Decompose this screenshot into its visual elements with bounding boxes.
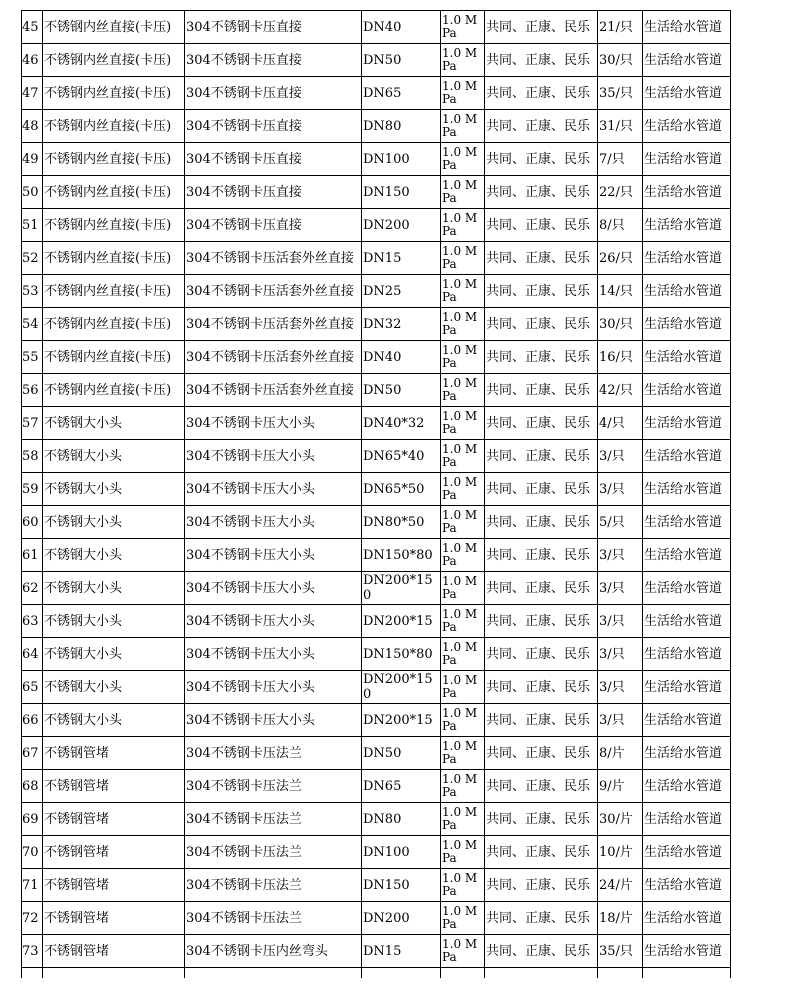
table-row	[22, 869, 731, 902]
spec-cell: 304不锈钢卡压法兰	[185, 803, 362, 836]
brand-cell: 共同、正康、民乐	[485, 803, 598, 836]
spec-cell: 304不锈钢卡压大小头	[185, 572, 362, 605]
row-number: 47	[22, 77, 43, 110]
brand-cell: 共同、正康、民乐	[485, 869, 598, 902]
usage-cell: 生活给水管道	[643, 473, 731, 506]
item-name-cell: 不锈钢内丝直接(卡压)	[43, 341, 185, 374]
row-number: 52	[22, 242, 43, 275]
table-row	[22, 143, 731, 176]
quantity-cell: 30/只	[598, 308, 643, 341]
brand-cell: 共同、正康、民乐	[485, 242, 598, 275]
spec-cell: 304不锈钢卡压大小头	[185, 671, 362, 704]
spec-cell: 304不锈钢卡压直接	[185, 44, 362, 77]
quantity-cell: 42/只	[598, 374, 643, 407]
item-name-cell: 不锈钢管堵	[43, 935, 185, 968]
brand-cell: 共同、正康、民乐	[485, 44, 598, 77]
spec-cell: 304不锈钢卡压活套外丝直接	[185, 308, 362, 341]
size-cell: DN150*80	[362, 638, 441, 671]
usage-cell: 生活给水管道	[643, 143, 731, 176]
item-name-cell: 不锈钢内丝直接(卡压)	[43, 308, 185, 341]
spec-cell: 304不锈钢卡压法兰	[185, 737, 362, 770]
quantity-cell: 22/只	[598, 176, 643, 209]
usage-cell: 生活给水管道	[643, 737, 731, 770]
empty-cell	[598, 968, 643, 979]
item-name-cell: 不锈钢大小头	[43, 572, 185, 605]
spec-cell: 304不锈钢卡压大小头	[185, 638, 362, 671]
item-name-cell: 不锈钢管堵	[43, 902, 185, 935]
pressure-cell: 1.0 MPa	[441, 77, 485, 110]
brand-cell: 共同、正康、民乐	[485, 209, 598, 242]
item-name-cell: 不锈钢内丝直接(卡压)	[43, 110, 185, 143]
table-row	[22, 803, 731, 836]
quantity-cell: 8/片	[598, 737, 643, 770]
quantity-cell: 24/片	[598, 869, 643, 902]
item-name-cell: 不锈钢管堵	[43, 770, 185, 803]
item-name-cell: 不锈钢大小头	[43, 704, 185, 737]
quantity-cell: 4/只	[598, 407, 643, 440]
row-number: 46	[22, 44, 43, 77]
spec-cell: 304不锈钢卡压直接	[185, 11, 362, 44]
size-cell: DN65*50	[362, 473, 441, 506]
pressure-cell: 1.0 MPa	[441, 440, 485, 473]
pressure-cell: 1.0 MPa	[441, 143, 485, 176]
usage-cell: 生活给水管道	[643, 308, 731, 341]
size-cell: DN100	[362, 143, 441, 176]
quantity-cell: 18/片	[598, 902, 643, 935]
row-number: 69	[22, 803, 43, 836]
pressure-cell: 1.0 MPa	[441, 935, 485, 968]
table-row	[22, 473, 731, 506]
item-name-cell: 不锈钢内丝直接(卡压)	[43, 209, 185, 242]
empty-cell	[43, 968, 185, 979]
item-name-cell: 不锈钢内丝直接(卡压)	[43, 275, 185, 308]
spec-cell: 304不锈钢卡压内丝弯头	[185, 935, 362, 968]
quantity-cell: 3/只	[598, 671, 643, 704]
size-cell: DN80*50	[362, 506, 441, 539]
quantity-cell: 14/只	[598, 275, 643, 308]
pressure-cell: 1.0 MPa	[441, 539, 485, 572]
quantity-cell: 26/只	[598, 242, 643, 275]
row-number: 68	[22, 770, 43, 803]
table-row	[22, 176, 731, 209]
quantity-cell: 9/片	[598, 770, 643, 803]
empty-cell	[485, 968, 598, 979]
row-number: 55	[22, 341, 43, 374]
materials-table	[21, 10, 731, 978]
size-cell: DN150	[362, 869, 441, 902]
usage-cell: 生活给水管道	[643, 110, 731, 143]
usage-cell: 生活给水管道	[643, 935, 731, 968]
brand-cell: 共同、正康、民乐	[485, 902, 598, 935]
table-row	[22, 374, 731, 407]
quantity-cell: 3/只	[598, 440, 643, 473]
row-number: 72	[22, 902, 43, 935]
usage-cell: 生活给水管道	[643, 539, 731, 572]
empty-cell	[441, 968, 485, 979]
size-cell: DN200*15	[362, 605, 441, 638]
pressure-cell: 1.0 MPa	[441, 836, 485, 869]
empty-cell	[22, 968, 43, 979]
brand-cell: 共同、正康、民乐	[485, 275, 598, 308]
size-cell: DN200*15	[362, 704, 441, 737]
size-cell: DN100	[362, 836, 441, 869]
row-number: 58	[22, 440, 43, 473]
brand-cell: 共同、正康、民乐	[485, 737, 598, 770]
brand-cell: 共同、正康、民乐	[485, 473, 598, 506]
table-row	[22, 671, 731, 704]
size-cell: DN65	[362, 77, 441, 110]
row-number: 59	[22, 473, 43, 506]
pressure-cell: 1.0 MPa	[441, 242, 485, 275]
quantity-cell: 31/只	[598, 110, 643, 143]
pressure-cell: 1.0 MPa	[441, 110, 485, 143]
spec-cell: 304不锈钢卡压直接	[185, 143, 362, 176]
spec-cell: 304不锈钢卡压直接	[185, 110, 362, 143]
size-cell: DN40*32	[362, 407, 441, 440]
table-body	[22, 11, 731, 979]
table-row	[22, 440, 731, 473]
table-row-continuation	[22, 968, 731, 979]
usage-cell: 生活给水管道	[643, 770, 731, 803]
row-number: 48	[22, 110, 43, 143]
item-name-cell: 不锈钢大小头	[43, 638, 185, 671]
brand-cell: 共同、正康、民乐	[485, 539, 598, 572]
empty-cell	[185, 968, 362, 979]
pressure-cell: 1.0 MPa	[441, 704, 485, 737]
spec-cell: 304不锈钢卡压法兰	[185, 770, 362, 803]
usage-cell: 生活给水管道	[643, 803, 731, 836]
usage-cell: 生活给水管道	[643, 440, 731, 473]
row-number: 67	[22, 737, 43, 770]
row-number: 70	[22, 836, 43, 869]
item-name-cell: 不锈钢管堵	[43, 737, 185, 770]
size-cell: DN200	[362, 209, 441, 242]
table-row	[22, 638, 731, 671]
pressure-cell: 1.0 MPa	[441, 11, 485, 44]
brand-cell: 共同、正康、民乐	[485, 638, 598, 671]
quantity-cell: 3/只	[598, 638, 643, 671]
usage-cell: 生活给水管道	[643, 638, 731, 671]
pressure-cell: 1.0 MPa	[441, 737, 485, 770]
usage-cell: 生活给水管道	[643, 44, 731, 77]
quantity-cell: 8/只	[598, 209, 643, 242]
size-cell: DN200*150	[362, 671, 441, 704]
brand-cell: 共同、正康、民乐	[485, 572, 598, 605]
quantity-cell: 3/只	[598, 539, 643, 572]
size-cell: DN65	[362, 770, 441, 803]
size-cell: DN40	[362, 11, 441, 44]
spec-cell: 304不锈钢卡压大小头	[185, 407, 362, 440]
pressure-cell: 1.0 MPa	[441, 869, 485, 902]
table-row	[22, 407, 731, 440]
pressure-cell: 1.0 MPa	[441, 506, 485, 539]
quantity-cell: 35/只	[598, 935, 643, 968]
pressure-cell: 1.0 MPa	[441, 275, 485, 308]
brand-cell: 共同、正康、民乐	[485, 143, 598, 176]
table-row	[22, 935, 731, 968]
row-number: 64	[22, 638, 43, 671]
pressure-cell: 1.0 MPa	[441, 770, 485, 803]
table-row	[22, 572, 731, 605]
size-cell: DN50	[362, 374, 441, 407]
quantity-cell: 35/只	[598, 77, 643, 110]
usage-cell: 生活给水管道	[643, 506, 731, 539]
pressure-cell: 1.0 MPa	[441, 407, 485, 440]
size-cell: DN80	[362, 110, 441, 143]
size-cell: DN32	[362, 308, 441, 341]
spec-cell: 304不锈钢卡压法兰	[185, 869, 362, 902]
row-number: 53	[22, 275, 43, 308]
quantity-cell: 21/只	[598, 11, 643, 44]
size-cell: DN15	[362, 242, 441, 275]
row-number: 61	[22, 539, 43, 572]
size-cell: DN50	[362, 44, 441, 77]
brand-cell: 共同、正康、民乐	[485, 308, 598, 341]
item-name-cell: 不锈钢内丝直接(卡压)	[43, 11, 185, 44]
brand-cell: 共同、正康、民乐	[485, 770, 598, 803]
size-cell: DN65*40	[362, 440, 441, 473]
table-row	[22, 110, 731, 143]
spec-cell: 304不锈钢卡压活套外丝直接	[185, 341, 362, 374]
size-cell: DN25	[362, 275, 441, 308]
table-row	[22, 770, 731, 803]
spec-cell: 304不锈钢卡压大小头	[185, 506, 362, 539]
spec-cell: 304不锈钢卡压法兰	[185, 836, 362, 869]
quantity-cell: 30/片	[598, 803, 643, 836]
brand-cell: 共同、正康、民乐	[485, 341, 598, 374]
brand-cell: 共同、正康、民乐	[485, 11, 598, 44]
quantity-cell: 3/只	[598, 473, 643, 506]
table-row	[22, 242, 731, 275]
table-row	[22, 308, 731, 341]
table-row	[22, 77, 731, 110]
pressure-cell: 1.0 MPa	[441, 341, 485, 374]
item-name-cell: 不锈钢管堵	[43, 803, 185, 836]
spec-cell: 304不锈钢卡压活套外丝直接	[185, 374, 362, 407]
empty-cell	[643, 968, 731, 979]
size-cell: DN50	[362, 737, 441, 770]
empty-cell	[362, 968, 441, 979]
row-number: 45	[22, 11, 43, 44]
item-name-cell: 不锈钢大小头	[43, 440, 185, 473]
usage-cell: 生活给水管道	[643, 77, 731, 110]
row-number: 57	[22, 407, 43, 440]
row-number: 63	[22, 605, 43, 638]
table-row	[22, 605, 731, 638]
table-row	[22, 209, 731, 242]
item-name-cell: 不锈钢大小头	[43, 506, 185, 539]
usage-cell: 生活给水管道	[643, 176, 731, 209]
usage-cell: 生活给水管道	[643, 341, 731, 374]
table-row	[22, 737, 731, 770]
item-name-cell: 不锈钢内丝直接(卡压)	[43, 176, 185, 209]
item-name-cell: 不锈钢内丝直接(卡压)	[43, 77, 185, 110]
pressure-cell: 1.0 MPa	[441, 44, 485, 77]
brand-cell: 共同、正康、民乐	[485, 374, 598, 407]
row-number: 65	[22, 671, 43, 704]
size-cell: DN200*150	[362, 572, 441, 605]
brand-cell: 共同、正康、民乐	[485, 176, 598, 209]
item-name-cell: 不锈钢内丝直接(卡压)	[43, 374, 185, 407]
usage-cell: 生活给水管道	[643, 869, 731, 902]
quantity-cell: 3/只	[598, 704, 643, 737]
brand-cell: 共同、正康、民乐	[485, 935, 598, 968]
quantity-cell: 5/只	[598, 506, 643, 539]
pressure-cell: 1.0 MPa	[441, 803, 485, 836]
usage-cell: 生活给水管道	[643, 836, 731, 869]
usage-cell: 生活给水管道	[643, 407, 731, 440]
item-name-cell: 不锈钢内丝直接(卡压)	[43, 242, 185, 275]
row-number: 73	[22, 935, 43, 968]
usage-cell: 生活给水管道	[643, 572, 731, 605]
brand-cell: 共同、正康、民乐	[485, 110, 598, 143]
row-number: 51	[22, 209, 43, 242]
usage-cell: 生活给水管道	[643, 11, 731, 44]
spec-cell: 304不锈钢卡压大小头	[185, 605, 362, 638]
size-cell: DN150	[362, 176, 441, 209]
usage-cell: 生活给水管道	[643, 671, 731, 704]
table-row	[22, 506, 731, 539]
spec-cell: 304不锈钢卡压活套外丝直接	[185, 242, 362, 275]
table-row	[22, 704, 731, 737]
table-row	[22, 539, 731, 572]
brand-cell: 共同、正康、民乐	[485, 407, 598, 440]
brand-cell: 共同、正康、民乐	[485, 605, 598, 638]
spec-cell: 304不锈钢卡压大小头	[185, 473, 362, 506]
item-name-cell: 不锈钢管堵	[43, 836, 185, 869]
pressure-cell: 1.0 MPa	[441, 473, 485, 506]
quantity-cell: 10/片	[598, 836, 643, 869]
table-row	[22, 44, 731, 77]
usage-cell: 生活给水管道	[643, 242, 731, 275]
size-cell: DN150*80	[362, 539, 441, 572]
spec-cell: 304不锈钢卡压大小头	[185, 440, 362, 473]
item-name-cell: 不锈钢大小头	[43, 539, 185, 572]
pressure-cell: 1.0 MPa	[441, 605, 485, 638]
usage-cell: 生活给水管道	[643, 902, 731, 935]
pressure-cell: 1.0 MPa	[441, 572, 485, 605]
size-cell: DN200	[362, 902, 441, 935]
row-number: 60	[22, 506, 43, 539]
pressure-cell: 1.0 MPa	[441, 374, 485, 407]
size-cell: DN80	[362, 803, 441, 836]
pressure-cell: 1.0 MPa	[441, 176, 485, 209]
size-cell: DN15	[362, 935, 441, 968]
row-number: 71	[22, 869, 43, 902]
pressure-cell: 1.0 MPa	[441, 308, 485, 341]
row-number: 50	[22, 176, 43, 209]
spec-cell: 304不锈钢卡压直接	[185, 77, 362, 110]
brand-cell: 共同、正康、民乐	[485, 836, 598, 869]
table-row	[22, 836, 731, 869]
usage-cell: 生活给水管道	[643, 374, 731, 407]
spec-cell: 304不锈钢卡压直接	[185, 209, 362, 242]
table-row	[22, 11, 731, 44]
row-number: 49	[22, 143, 43, 176]
pressure-cell: 1.0 MPa	[441, 638, 485, 671]
usage-cell: 生活给水管道	[643, 275, 731, 308]
pressure-cell: 1.0 MPa	[441, 902, 485, 935]
item-name-cell: 不锈钢管堵	[43, 869, 185, 902]
item-name-cell: 不锈钢大小头	[43, 671, 185, 704]
spec-cell: 304不锈钢卡压法兰	[185, 902, 362, 935]
spec-cell: 304不锈钢卡压大小头	[185, 704, 362, 737]
pressure-cell: 1.0 MPa	[441, 671, 485, 704]
usage-cell: 生活给水管道	[643, 605, 731, 638]
spec-cell: 304不锈钢卡压大小头	[185, 539, 362, 572]
usage-cell: 生活给水管道	[643, 704, 731, 737]
spec-cell: 304不锈钢卡压直接	[185, 176, 362, 209]
brand-cell: 共同、正康、民乐	[485, 77, 598, 110]
table-row	[22, 275, 731, 308]
item-name-cell: 不锈钢内丝直接(卡压)	[43, 44, 185, 77]
item-name-cell: 不锈钢大小头	[43, 473, 185, 506]
brand-cell: 共同、正康、民乐	[485, 671, 598, 704]
table-row	[22, 341, 731, 374]
row-number: 56	[22, 374, 43, 407]
quantity-cell: 7/只	[598, 143, 643, 176]
item-name-cell: 不锈钢大小头	[43, 407, 185, 440]
row-number: 54	[22, 308, 43, 341]
quantity-cell: 30/只	[598, 44, 643, 77]
spec-cell: 304不锈钢卡压活套外丝直接	[185, 275, 362, 308]
row-number: 62	[22, 572, 43, 605]
row-number: 66	[22, 704, 43, 737]
quantity-cell: 16/只	[598, 341, 643, 374]
table-row	[22, 902, 731, 935]
item-name-cell: 不锈钢大小头	[43, 605, 185, 638]
brand-cell: 共同、正康、民乐	[485, 440, 598, 473]
size-cell: DN40	[362, 341, 441, 374]
brand-cell: 共同、正康、民乐	[485, 506, 598, 539]
quantity-cell: 3/只	[598, 605, 643, 638]
item-name-cell: 不锈钢内丝直接(卡压)	[43, 143, 185, 176]
usage-cell: 生活给水管道	[643, 209, 731, 242]
pressure-cell: 1.0 MPa	[441, 209, 485, 242]
brand-cell: 共同、正康、民乐	[485, 704, 598, 737]
quantity-cell: 3/只	[598, 572, 643, 605]
